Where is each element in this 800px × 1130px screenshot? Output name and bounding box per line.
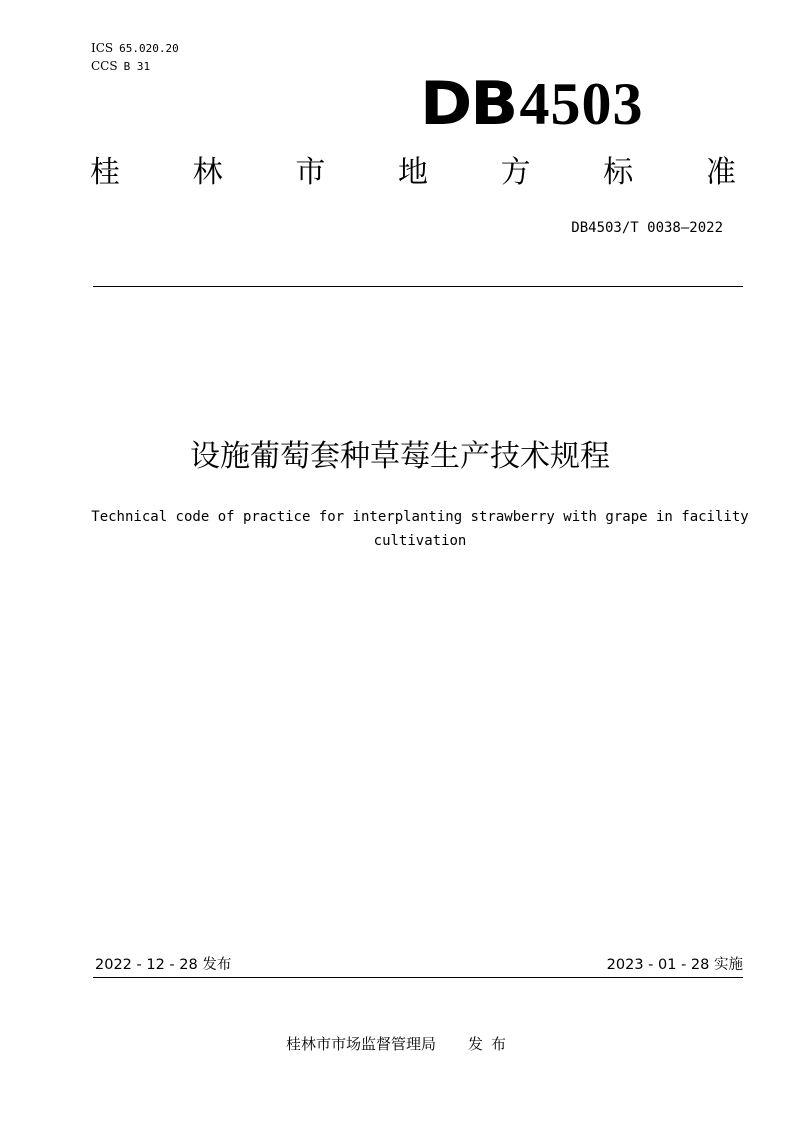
ccs-label: CCS (91, 59, 118, 73)
standard-type-char: 市 (295, 155, 326, 190)
ccs-code (91, 59, 150, 74)
publisher-name: 桂林市市场监督管理局 (285, 1035, 436, 1053)
top-divider (93, 286, 743, 287)
standard-type-char: 桂 (90, 155, 120, 190)
standard-type-char: 标 (603, 155, 634, 190)
db-logo-letters: DB (420, 69, 517, 139)
ccs-value: B 31 (123, 60, 151, 73)
standard-number: DB4503/T 0038—2022 (571, 220, 723, 236)
standard-type-char: 准 (705, 155, 736, 190)
implementation-date: 2023 - 01 - 28 实施 (606, 957, 743, 973)
standard-type-char: 地 (397, 155, 428, 190)
standard-type-heading (90, 153, 736, 193)
db-logo (420, 69, 644, 139)
document-title-english: Technical code of practice for interplanting strawberry with grape in facility cultivation (91, 509, 749, 549)
ics-value: 65.020.20 (119, 42, 179, 55)
ics-label: ICS (91, 41, 114, 55)
publisher-line (0, 1033, 800, 1055)
ics-code (91, 41, 179, 56)
document-title-chinese: 设施葡萄套种草莓生产技术规程 (190, 439, 610, 474)
publish-action: 发布 (468, 1035, 515, 1053)
standard-type-char: 方 (500, 155, 531, 190)
db-logo-number: 4503 (519, 71, 644, 137)
standard-type-char: 林 (192, 155, 223, 190)
bottom-divider (93, 977, 743, 978)
issue-date: 2022 - 12 - 28 发布 (95, 957, 232, 973)
